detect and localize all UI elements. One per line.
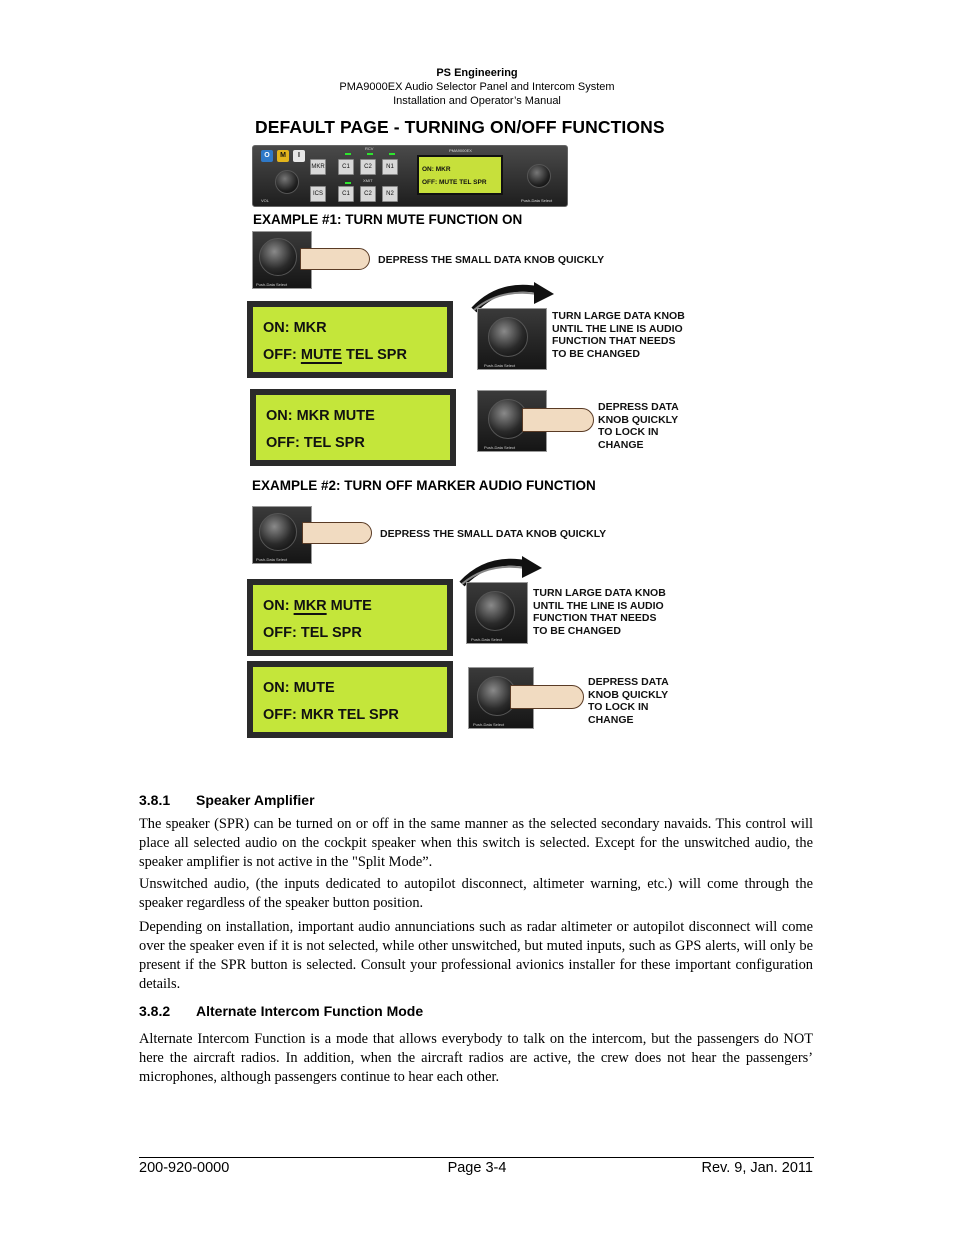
- example1-step3-lcd: [250, 389, 456, 466]
- caption-line: FUNCTION THAT NEEDS: [533, 612, 657, 624]
- caption-line: TURN LARGE DATA KNOB: [552, 310, 685, 322]
- lcd-text: TEL SPR: [341, 347, 407, 363]
- caption-line: TO LOCK IN: [598, 426, 659, 438]
- paragraph: The speaker (SPR) can be turned on or off in the same manner as the selected secondary navaids. This control will place all selected audio on the cockpit speaker when this switch is selected. Except for the unswitched audio, the speaker amplifier is not active in the "Split Mode”.: [139, 816, 813, 870]
- data-knob: [259, 238, 297, 276]
- caption-line: TO BE CHANGED: [533, 624, 621, 637]
- led-indicator: [345, 182, 351, 184]
- knob-illustration: [477, 308, 547, 370]
- knob-push-data-label: Push-Data Select: [484, 445, 516, 450]
- caption-line: TO LOCK IN: [588, 701, 649, 713]
- section-number: 3.8.1: [139, 792, 171, 808]
- lcd-text: MUTE: [326, 598, 372, 614]
- lcd-line-2: OFF: MKR TEL SPR: [263, 707, 399, 723]
- lcd-text: ON:: [263, 598, 294, 614]
- figure-title: DEFAULT PAGE - TURNING ON/OFF FUNCTIONS: [255, 117, 665, 137]
- led-indicator: [345, 153, 351, 155]
- header-company: PS Engineering: [436, 67, 518, 79]
- example2-step2-caption: [533, 587, 666, 637]
- pointing-hand-icon: [510, 685, 584, 709]
- footer-divider: [139, 1157, 814, 1158]
- example2-step3-caption: [588, 676, 669, 726]
- footer-page-number: Page 3-4: [447, 1160, 507, 1176]
- header-product: PMA9000EX Audio Selector Panel and Intercom System: [339, 81, 615, 93]
- panel-lcd-line-1: ON: MKR: [422, 166, 451, 173]
- panel-lcd-line-2: OFF: MUTE TEL SPR: [422, 179, 487, 186]
- lcd-selected-text: MKR: [293, 598, 327, 614]
- knob-push-data-label: Push-Data Select: [256, 282, 288, 287]
- panel-button-n1: N1: [382, 159, 398, 175]
- caption-line: UNTIL THE LINE IS AUDIO: [552, 322, 683, 335]
- pointing-hand-icon: [302, 522, 372, 544]
- panel-rcv-label: RCV: [365, 146, 374, 151]
- example2-step3-lcd: [247, 661, 453, 738]
- lcd-line-2: [263, 342, 437, 369]
- caption-line: KNOB QUICKLY: [598, 413, 679, 426]
- lcd-text: OFF:: [263, 347, 301, 363]
- example2-step2-lcd: [247, 579, 453, 656]
- paragraph: Depending on installation, important audio annunciations such as radar altimeter or autopilot disconnect will come over the speaker even if it is not selected, while other unswitched, but muted inputs, such as GPS alerts, will only be present if the SPR button is selected. Consult your professional avionics installer for these important configuration details.: [139, 919, 813, 992]
- knob-push-data-label: Push-Data Select: [473, 722, 505, 727]
- knob-illustration: [466, 582, 528, 644]
- knob-push-data-label: Push-Data Select: [471, 637, 503, 642]
- caption-line: UNTIL THE LINE IS AUDIO: [533, 599, 664, 612]
- caption-line: KNOB QUICKLY: [588, 688, 669, 701]
- mode-button-o: O: [261, 150, 273, 162]
- caption-line: DEPRESS DATA: [588, 676, 669, 688]
- panel-xmit-label: XMIT: [363, 178, 373, 183]
- mode-button-m: M: [277, 150, 289, 162]
- lcd-line-1: [263, 593, 437, 620]
- lcd-line-1: ON: MUTE: [263, 680, 335, 696]
- lcd-line-1: ON: MKR: [263, 320, 327, 336]
- section-title: Speaker Amplifier: [196, 792, 315, 808]
- example1-step1-caption: DEPRESS THE SMALL DATA KNOB QUICKLY: [378, 254, 605, 266]
- panel-button-c2: C2: [360, 159, 376, 175]
- footer-revision: Rev. 9, Jan. 2011: [701, 1160, 813, 1176]
- section-title: Alternate Intercom Function Mode: [196, 1003, 424, 1019]
- example1-step2-lcd: [247, 301, 453, 378]
- example1-step2-caption: [552, 310, 685, 360]
- section-heading-3-8-1: [139, 792, 315, 808]
- volume-knob: [275, 170, 299, 194]
- data-knob: [527, 164, 551, 188]
- panel-lcd-display: [417, 155, 503, 195]
- panel-button-c2-xmit: C2: [360, 186, 376, 202]
- example2-title: EXAMPLE #2: TURN OFF MARKER AUDIO FUNCTION: [252, 478, 596, 493]
- caption-line: DEPRESS DATA: [598, 401, 679, 413]
- lcd-selected-text: MUTE: [300, 347, 342, 363]
- header-manual: Installation and Operator’s Manual: [393, 95, 561, 107]
- panel-button-ics: ICS: [310, 186, 326, 202]
- panel-button-n2: N2: [382, 186, 398, 202]
- caption-line: TO BE CHANGED: [552, 347, 640, 360]
- led-indicator: [367, 153, 373, 155]
- panel-brand: PMA9000EX: [449, 148, 472, 153]
- example1-step3-caption: [598, 401, 679, 451]
- lcd-line-1: ON: MKR MUTE: [266, 408, 375, 424]
- panel-push-data-label: Push-Data Select: [521, 198, 553, 203]
- paragraph: Alternate Intercom Function is a mode that allows everybody to talk on the intercom, but the passengers do NOT here the aircraft radios. In addition, when the aircraft radios are active, the crew does not hear the passengers’ microphones, although passengers continue to hear each other.: [139, 1031, 813, 1085]
- data-knob: [488, 317, 528, 357]
- caption-line: CHANGE: [598, 438, 644, 451]
- footer-doc-number: 200-920-0000: [139, 1160, 230, 1176]
- caption-line: TURN LARGE DATA KNOB: [533, 587, 666, 599]
- panel-button-mkr: MKR: [310, 159, 326, 175]
- panel-vol-label: VOL: [261, 198, 270, 203]
- panel-button-c1: C1: [338, 159, 354, 175]
- example2-step1-caption: DEPRESS THE SMALL DATA KNOB QUICKLY: [380, 528, 607, 540]
- pointing-hand-icon: [522, 408, 594, 432]
- section-heading-3-8-2: [139, 1003, 423, 1019]
- panel-button-c1-xmit: C1: [338, 186, 354, 202]
- caption-line: FUNCTION THAT NEEDS: [552, 335, 676, 347]
- knob-push-data-label: Push-Data Select: [256, 557, 288, 562]
- lcd-line-2: OFF: TEL SPR: [263, 625, 362, 641]
- knob-push-data-label: Push-Data Select: [484, 363, 516, 368]
- data-knob: [259, 513, 297, 551]
- mode-button-i: I: [293, 150, 305, 162]
- caption-line: CHANGE: [588, 713, 634, 726]
- example1-title: EXAMPLE #1: TURN MUTE FUNCTION ON: [253, 212, 523, 227]
- lcd-line-2: OFF: TEL SPR: [266, 435, 365, 451]
- led-indicator: [389, 153, 395, 155]
- paragraph: Unswitched audio, (the inputs dedicated to autopilot disconnect, altimeter warning, etc.) will come through the speaker regardless of the speaker button position.: [139, 876, 813, 911]
- data-knob: [475, 591, 515, 631]
- audio-panel-illustration: [252, 145, 568, 207]
- section-number: 3.8.2: [139, 1003, 171, 1019]
- pointing-hand-icon: [300, 248, 370, 270]
